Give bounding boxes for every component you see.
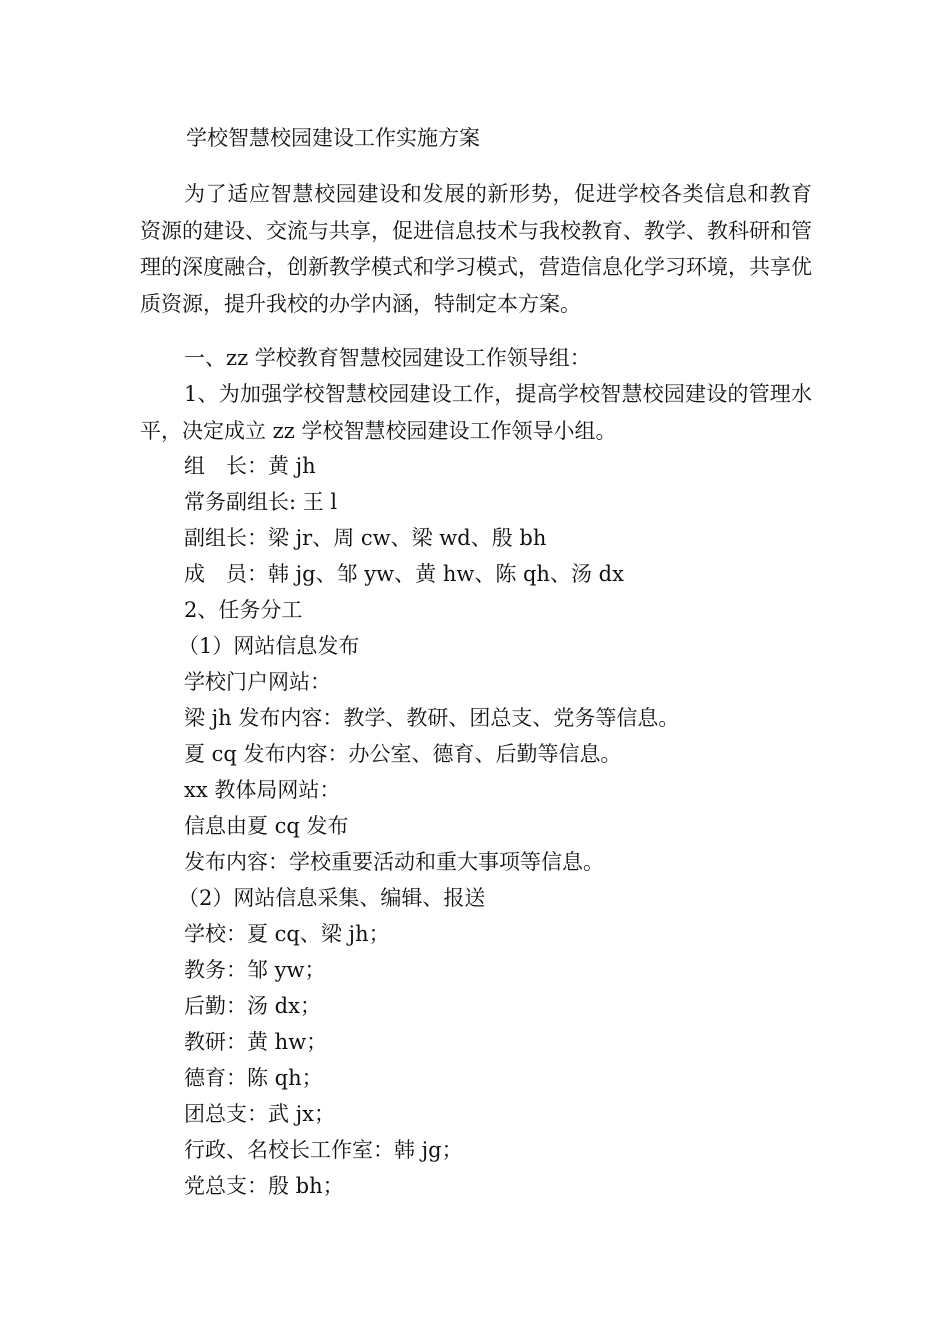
xia-publish-line: 夏 cq 发布内容：办公室、德育、后勤等信息。 bbox=[184, 742, 622, 766]
bureau-publisher-line: 信息由夏 cq 发布 bbox=[184, 814, 349, 838]
bureau-content-line: 发布内容：学校重要活动和重大事项等信息。 bbox=[184, 850, 604, 874]
admin-line: 行政、名校长工作室：韩 jg； bbox=[184, 1138, 463, 1162]
deputies-line: 副组长：梁 jr、周 cw、梁 wd、殷 bh bbox=[184, 526, 547, 550]
portal-site-line: 学校门户网站： bbox=[184, 670, 331, 694]
item-1-paragraph: 1、为加强学校智慧校园建设工作，提高学校智慧校园建设的管理水平，决定成立 zz 学校智慧校园建设工作领导小组。 bbox=[140, 382, 812, 443]
party-line: 党总支：殷 bh； bbox=[184, 1174, 344, 1198]
research-line: 教研：黄 hw； bbox=[184, 1030, 328, 1054]
leader-line: 组 长：黄 jh bbox=[184, 454, 316, 478]
section-heading: 一、zz 学校教育智慧校园建设工作领导组： bbox=[184, 346, 591, 370]
academic-line: 教务：邹 yw； bbox=[184, 958, 326, 982]
members-line: 成 员：韩 jg、邹 yw、黄 hw、陈 qh、汤 dx bbox=[184, 562, 624, 586]
item-2-heading: 2、任务分工 bbox=[184, 598, 303, 622]
executive-deputy-line: 常务副组长: 王 l bbox=[184, 490, 338, 514]
document-title: 学校智慧校园建设工作实施方案 bbox=[186, 126, 480, 150]
bureau-site-line: xx 教体局网站： bbox=[184, 778, 341, 802]
school-line: 学校：夏 cq、梁 jh； bbox=[184, 922, 390, 946]
moral-education-line: 德育：陈 qh； bbox=[184, 1066, 323, 1090]
subsection-2-heading: （2）网站信息采集、编辑、报送 bbox=[178, 886, 486, 910]
subsection-1-heading: （1）网站信息发布 bbox=[178, 634, 360, 658]
intro-paragraph: 为了适应智慧校园建设和发展的新形势，促进学校各类信息和教育资源的建设、交流与共享，促进信息技术与我校教育、教学、教科研和管理的深度融合，创新教学模式和学习模式，营造信息化学习环境，共享优质资源，提升我校的办学内涵，特制定本方案。 bbox=[140, 182, 812, 316]
youth-league-line: 团总支：武 jx； bbox=[184, 1102, 336, 1126]
logistics-line: 后勤：汤 dx； bbox=[184, 994, 321, 1018]
liang-publish-line: 梁 jh 发布内容：教学、教研、团总支、党务等信息。 bbox=[184, 706, 680, 730]
